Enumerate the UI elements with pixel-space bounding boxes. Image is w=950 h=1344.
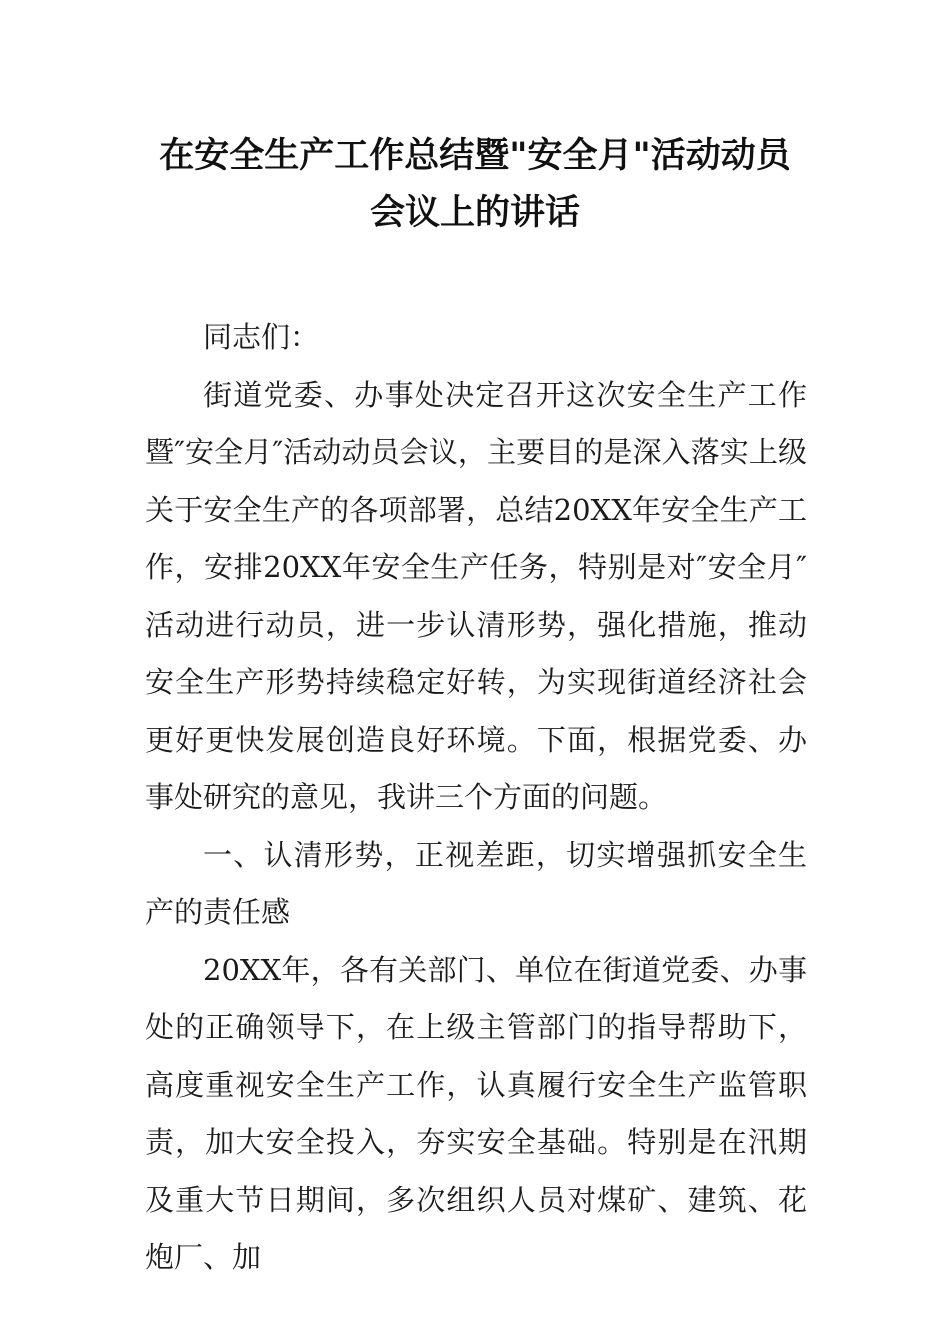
salutation: 同志们： <box>203 320 320 354</box>
document-body <box>145 309 807 1287</box>
paragraph-section-1: 20XX年，各有关部门、单位在街道党委、办事处的正确领导下，在上级主管部门的指导帮助下，高度重视安全生产工作，认真履行安全生产监管职责，加大安全投入，夯实安全基础。特别是在汛期及重大节日期间，多次组织人员对煤矿、建筑、花炮厂、加 <box>145 952 807 1274</box>
paragraph-intro: 街道党委、办事处决定召开这次安全生产工作暨″安全月″活动动员会议，主要目的是深入落实上级关于安全生产的各项部署，总结20XX年安全生产工作，安排20XX年安全生产任务，特别是对″安全月″活动进行动员，进一步认清形势，强化措施，推动安全生产形势持续稳定好转，为实现街道经济社会更好更快发展创造良好环境。下面，根据党委、办事处研究的意见，我讲三个方面的问题。 <box>145 377 807 814</box>
document-title: 在安全生产工作总结暨"安全月"活动动员会议上的讲话 <box>159 136 791 233</box>
section-heading-1: 一、认清形势，正视差距，切实增强抓安全生产的责任感 <box>145 837 807 929</box>
